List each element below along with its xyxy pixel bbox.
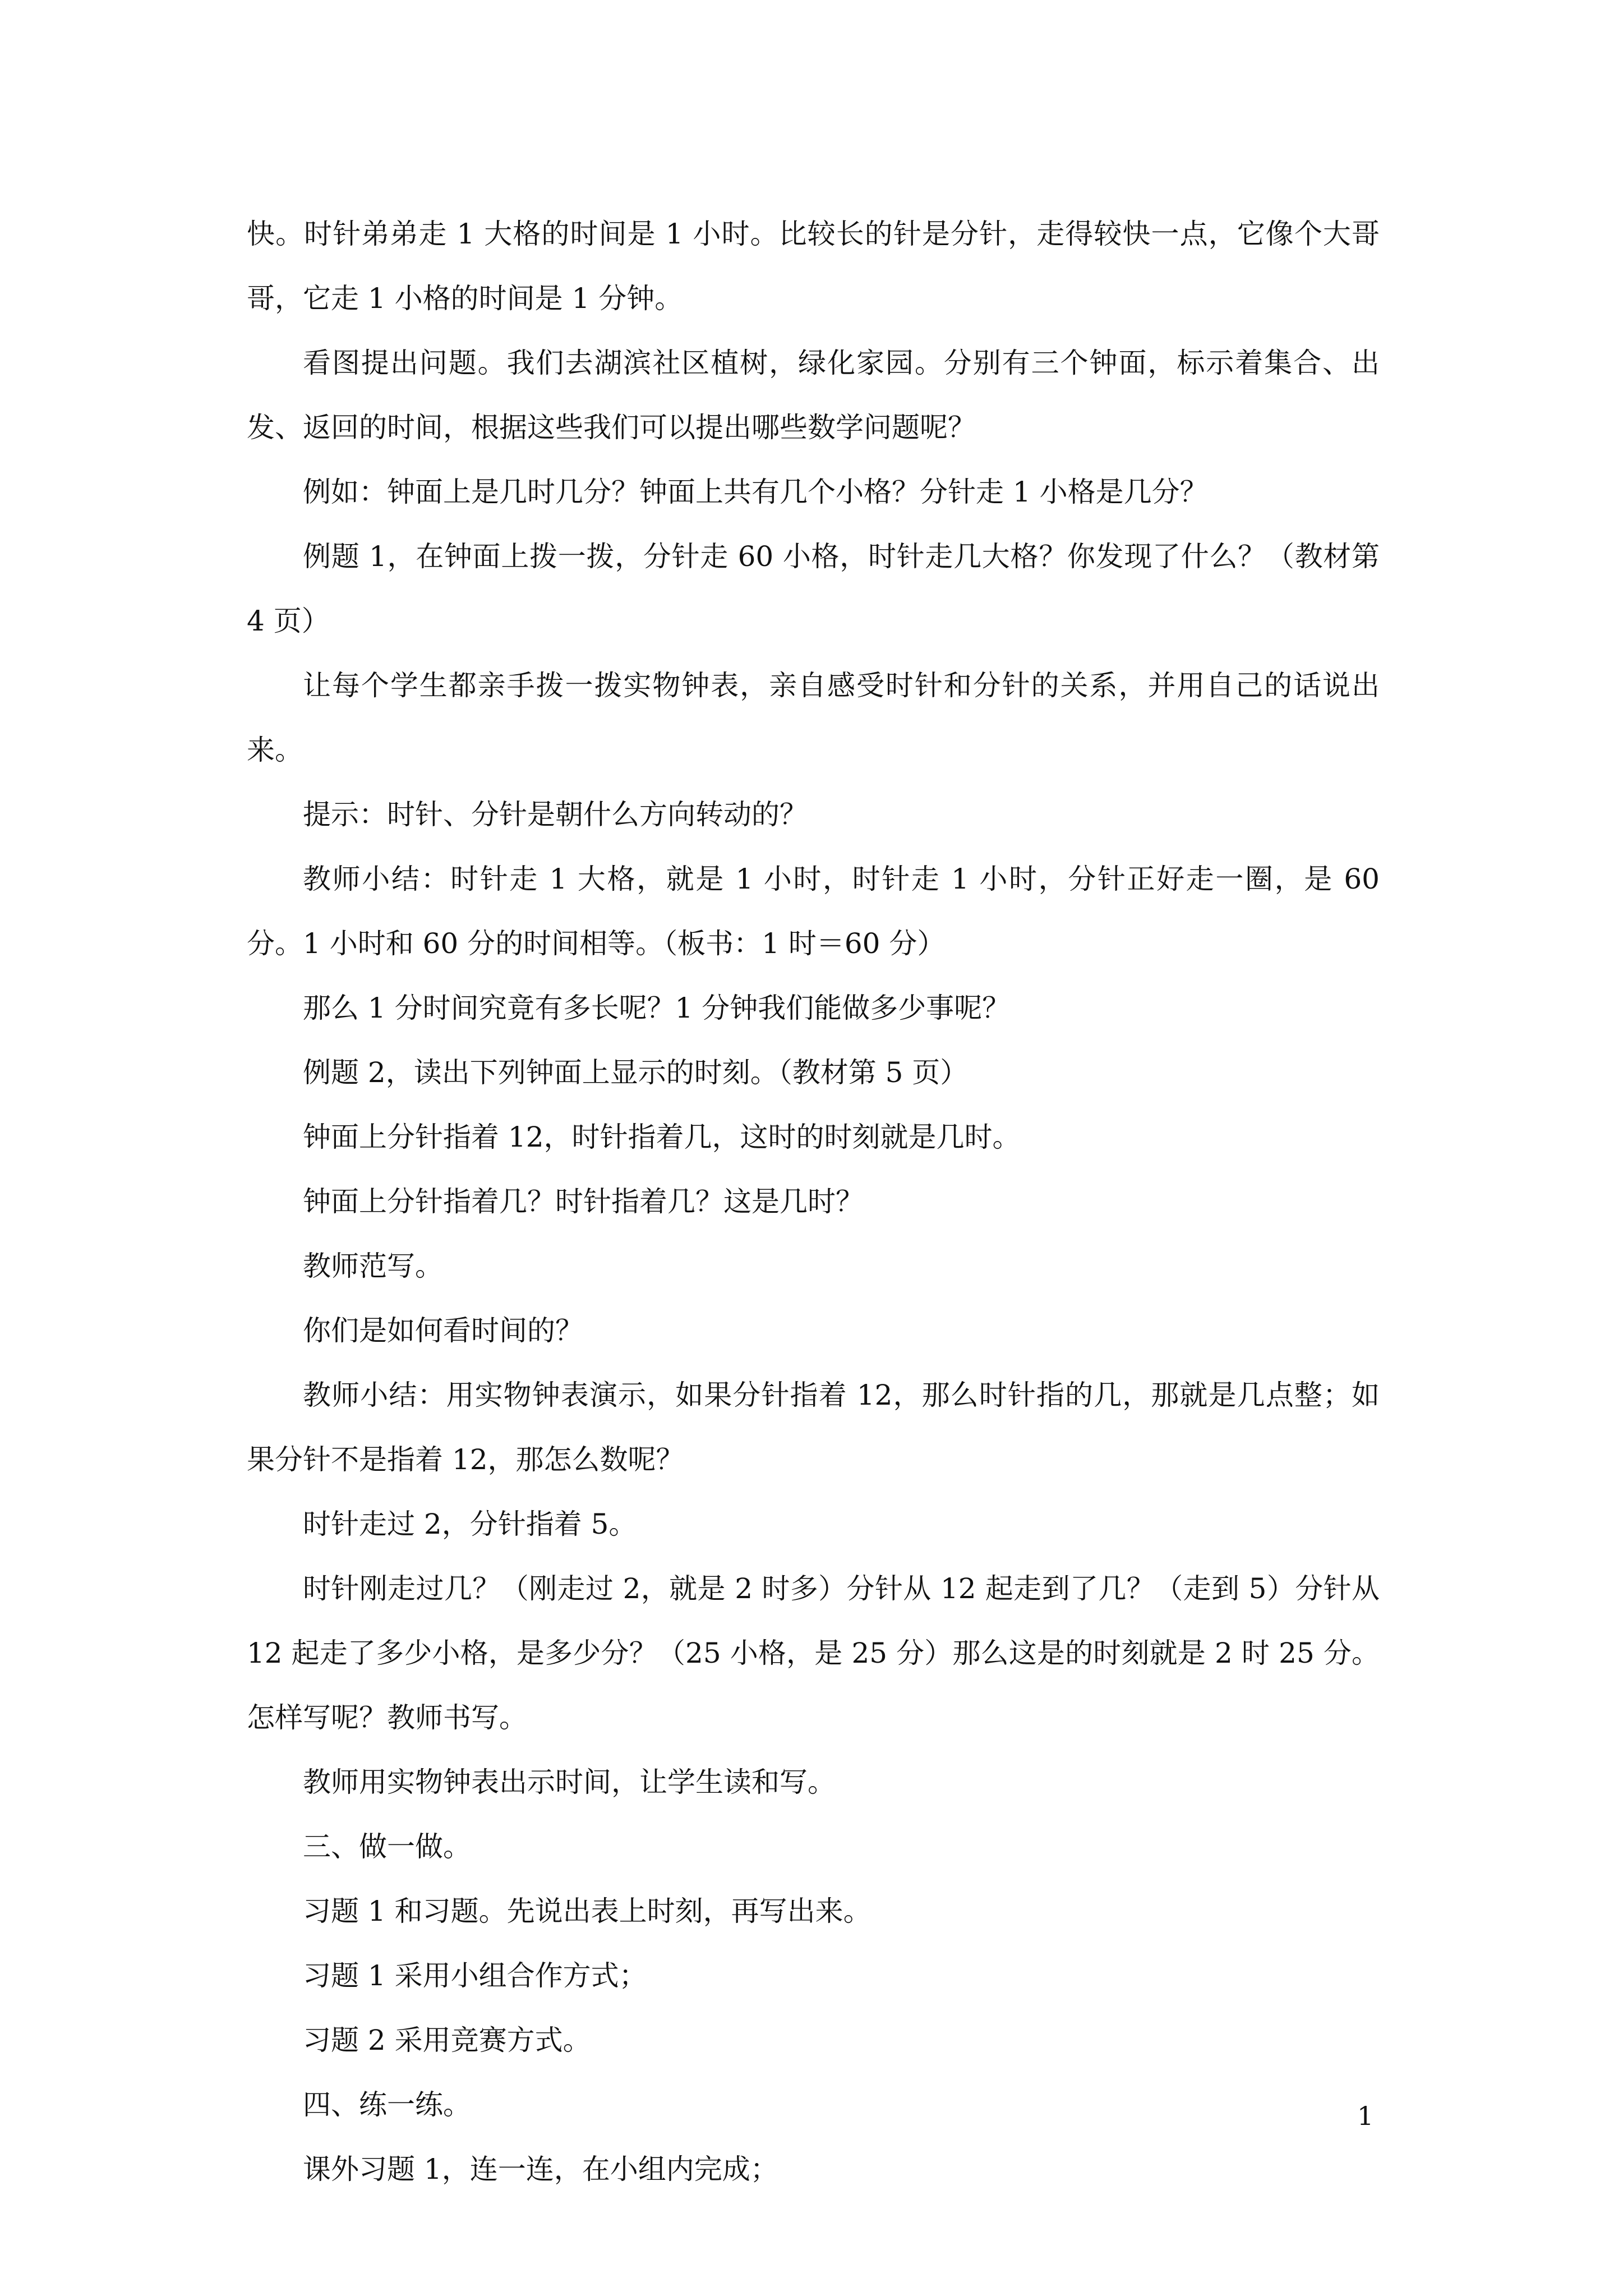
paragraph: 教师小结：时针走 1 大格，就是 1 小时，时针走 1 小时，分针正好走一圈，是 60 分。1 小时和 60 分的时间相等。（板书：1 时＝60 分） (247, 863, 1380, 960)
paragraph: 钟面上分针指着几？时针指着几？这是几时？ (303, 1185, 864, 1218)
paragraph: 课外习题 1，连一连，在小组内完成； (303, 2153, 778, 2185)
paragraph: 钟面上分针指着 12，时针指着几，这时的时刻就是几时。 (303, 1121, 1021, 1153)
paragraph: 教师用实物钟表出示时间，让学生读和写。 (303, 1766, 836, 1798)
section-heading: 四、练一练。 (303, 2088, 471, 2121)
paragraph: 教师范写。 (303, 1250, 443, 1282)
paragraph: 那么 1 分时间究竟有多长呢？1 分钟我们能做多少事呢？ (303, 992, 1011, 1024)
section-heading: 三、做一做。 (303, 1830, 471, 1863)
paragraph: 看图提出问题。我们去湖滨社区植树，绿化家园。分别有三个钟面，标示着集合、出发、返回的时间，根据这些我们可以提出哪些数学问题呢？ (247, 347, 1380, 444)
paragraph: 你们是如何看时间的？ (303, 1314, 583, 1347)
paragraph: 例题 2，读出下列钟面上显示的时刻。（教材第 5 页） (303, 1056, 969, 1089)
paragraph: 例如：钟面上是几时几分？钟面上共有几个小格？分针走 1 小格是几分？ (303, 476, 1208, 508)
paragraph: 习题 1 采用小组合作方式； (303, 1959, 647, 1992)
paragraph: 快。时针弟弟走 1 大格的时间是 1 小时。比较长的针是分针，走得较快一点，它像个大哥哥，它走 1 小格的时间是 1 分钟。 (247, 218, 1380, 315)
body-text (247, 202, 1380, 2202)
paragraph: 教师小结：用实物钟表演示，如果分针指着 12，那么时针指的几，那就是几点整；如果分针不是指着 12，那怎么数呢？ (247, 1379, 1380, 1476)
paragraph: 时针刚走过几？（刚走过 2，就是 2 时多）分针从 12 起走到了几？（走到 5）分针从 12 起走了多少小格，是多少分？（25 小格，是 25 分）那么这是的时刻就是 2 时 25 分。怎样写呢？教师书写。 (247, 1572, 1380, 1734)
paragraph: 让每个学生都亲手拨一拨实物钟表，亲自感受时针和分针的关系，并用自己的话说出来。 (247, 669, 1380, 766)
paragraph: 习题 2 采用竞赛方式。 (303, 2024, 591, 2056)
paragraph: 习题 1 和习题。先说出表上时刻，再写出来。 (303, 1895, 872, 1927)
paragraph: 例题 1，在钟面上拨一拨，分针走 60 小格，时针走几大格？你发现了什么？（教材第 4 页） (247, 540, 1380, 637)
paragraph: 时针走过 2，分针指着 5。 (303, 1508, 637, 1540)
page-number: 1 (1357, 2101, 1374, 2131)
paragraph: 提示：时针、分针是朝什么方向转动的？ (303, 798, 808, 831)
